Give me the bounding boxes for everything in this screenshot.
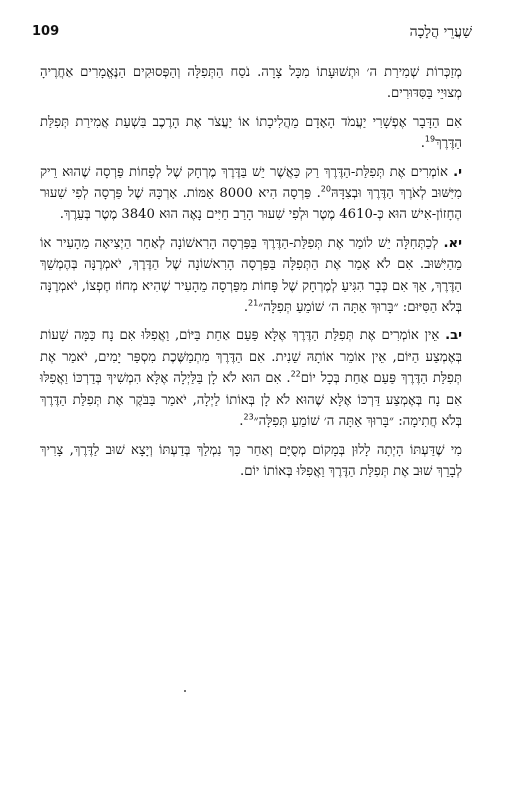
paragraph-continuation [40,62,462,105]
scan-speck [184,690,186,692]
page-number: 109 [32,24,60,39]
paragraph-stopping-rule [40,112,462,155]
running-head [32,24,472,44]
body-text [40,62,462,489]
paragraph-tail: . [420,136,425,152]
paragraph-text: אִם הַדָּבָר אֶפְשָׁרִי יַעֲמֹד הָאָדָם מֵהֲלִיכָתוֹ אוֹ יַעֲצֹר אֶת הָרֶכֶב בִּשְׁעַת אֲמִירַת תְּפִלַּת הַדֶּרֶךְ [40,114,462,152]
paragraph-section-10 [40,162,462,226]
footnote-marker: 20 [320,184,331,194]
paragraph-text: אוֹמְרִים אֶת תְּפִלַּת-הַדֶּרֶךְ רַק כַּאֲשֶׁר יֵשׁ בַּדֶּרֶךְ מֶרְחָק שֶׁל לְפָחוֹת פַּרְסָה שֶׁהוּא רֵיק מִיִּשּׁוּב לְאֹרֶךְ הַדֶּרֶךְ וּבְצִדָּהּ [40,164,462,202]
paragraph-text: אֵין אוֹמְרִים אֶת תְּפִלַּת הַדֶּרֶךְ אֶלָּא פַּעַם אַחַת בַּיּוֹם, וַאֲפִלּוּ אִם נָח כַּמָּה שָׁעוֹת בְּאֶמְצַע הַיּוֹם, אֵין אוֹמֵר אוֹתָהּ שֵׁנִית. אִם הַדֶּרֶךְ מִתְמַשֶּׁכֶת מִסְפַּר יָמִים, יֹאמַר אֶת תְּפִלַּת הַדֶּרֶךְ פַּעַם אַחַת בְּכָל יוֹם [40,328,462,387]
section-number: י. [453,164,462,180]
section-number: יב. [445,328,462,344]
section-number: יא. [443,235,463,251]
paragraph-tail: . [243,300,249,316]
footnote-marker: 21 [248,298,259,308]
paragraph-tail: . [239,414,244,430]
footnote-marker: 23 [243,412,254,422]
paragraph-text: מִי שֶׁדַּעְתּוֹ הָיְתָה לָלוּן בְּמָקוֹם מְסֻיָּם וְאַחַר כָּךְ נִמְלַךְ בְּדַעְתּוֹ וְיָצָא שׁוּב לַדֶּרֶךְ, צָרִיךְ לְבָרֵךְ שׁוּב אֶת תְּפִלַּת הַדֶּרֶךְ וַאֲפִלּוּ בְּאוֹתוֹ יוֹם. [40,442,462,479]
book-title: שַׁעֲרֵי הֲלָכָה [409,24,472,40]
paragraph-text: לְכַתְּחִלָּה יֵשׁ לוֹמַר אֶת תְּפִלַּת-הַדֶּרֶךְ בַּפַּרְסָה הָרִאשׁוֹנָה לְאַחַר הַיְצִיאָה מֵהָעִיר אוֹ מֵהַיִּשּׁוּב. אִם לֹא אָמַר אֶת הַתְּפִלָּה בַּפַּרְסָה הָרִאשׁוֹנָה שֶׁל הַדֶּרֶךְ, יֹאמְרֶנָּה בְּהֶמְשֵׁךְ הַדֶּרֶךְ, אַךְ אִם כְּבָר הִגִּיעַ לְמֶרְחָק שֶׁל פָּחוֹת מִפַּרְסָה מֵהָעִיר שֶׁהִיא מְחוֹז חֶפְצוֹ, יֹאמְרֶנָּה בְּלֹא הַסִּיּוּם: ״בָּרוּךְ אַתָּה ה׳ שׁוֹמֵעַ תְּפִלָּה״ [40,235,462,316]
paragraph-section-12 [40,325,462,432]
footnote-marker: 22 [290,369,301,379]
paragraph-tail: . פַּרְסָה הִיא 8000 אַמּוֹת. אָרְכָּהּ שֶׁל פַּרְסָה לְפִי שִׁעוּר הֶחָזוֹן-אִישׁ הוּא כְּ-4610 מֶטֶר וּלְפִי שִׁעוּר הָרַב חַיִּים נָאֶה הוּא 3840 מֶטֶר בְּעֵרֶךְ. [40,186,462,223]
paragraph-text: מְזַכְּרוֹת שְׁמִירַת ה׳ וּתְשׁוּעָתוֹ מִכָּל צָרָה. נֹסַח הַתְּפִלָּה וְהַפְּסוּקִים הַנֶּאֱמָרִים אַחֲרֶיהָ מְצוּיֵי בַּסִּדּוּרִים. [40,65,462,102]
paragraph-closing [40,440,462,483]
footnote-marker: 19 [424,134,436,144]
paragraph-section-11 [40,233,462,319]
paragraph-tail: . אִם הוּא לֹא לָן בַּלַּיְלָה אֶלָּא הִמְשִׁיךְ בְּדַרְכּוֹ וַאֲפִלּוּ אִם נָח בְּאֶמְצַע דַּרְכּוֹ אֶלָּא שֶׁהוּא לֹא לָן בְּאוֹתוֹ לַיְלָה, יֹאמַר בַּבֹּקֶר אֶת תְּפִלַּת הַדֶּרֶךְ בְּלֹא חֲתִימָה: ״בָּרוּךְ אַתָּה ה׳ שׁוֹמֵעַ תְּפִלָּה״ [40,371,462,430]
